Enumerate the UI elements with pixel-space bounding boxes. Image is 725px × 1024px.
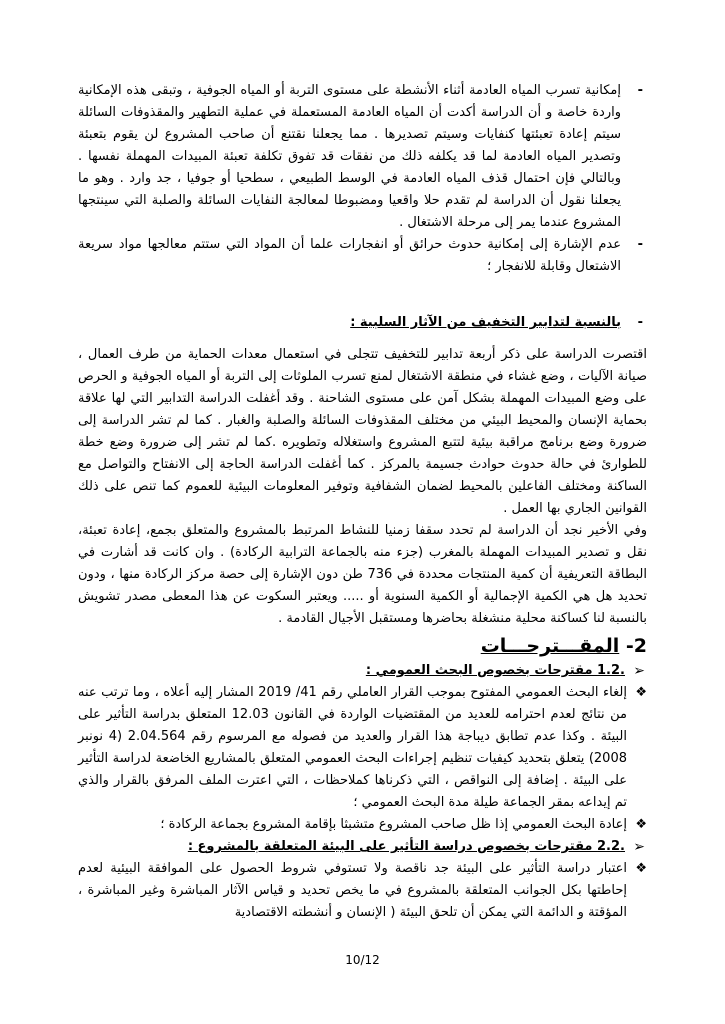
diamond-bullet-icon: ❖ (635, 861, 647, 876)
proposal-text: إلغاء البحث العمومي المفتوح بموجب القرار العاملي رقم 41/ 2019 المشار إليه أعلاه ، وما ترتب عنه من نتائج لعدم احترامه للعديد من المقتضيات الواردة في القانون 12.03 المتعلق بدراسة التأثير على البيئة . وكذا عدم تطابق ديباجة هذا القرار والعديد من فصوله مع المرسوم رقم 2.04.564 (4 نونبر 2008) يتعلق بتحديد كيفيات تنظيم إجراءات البحث العمومي المتعلق بالمشاريع الخاضعة لدراسة التأثير على البيئة . إضافة إلى النواقص ، التي ذكرناها كملاحظات ، التي اعترت الملف المرفق بالقرار والذي تم إيداعه بمقر الجماعة طيلة مدة البحث العمومي ؛ (78, 685, 627, 810)
arrow-bullet-icon: ➢ (633, 663, 645, 679)
bullet-text: عدم الإشارة إلى إمكانية حدوث حرائق أو انفجارات علما أن المواد التي ستتم معالجها مواد سريعة الاشتعال وقابلة للانفجار ؛ (78, 237, 621, 274)
bullet-fire-risk (78, 234, 647, 278)
mitigation-closing: وفي الأخير نجد أن الدراسة لم تحدد سقفا زمنيا للنشاط المرتبط بالمشروع والمتعلق بجمع، إعادة تعبئة، نقل و تصدير المبيدات المهملة بالمغرب (جزء منه بالجماعة الترابية الركادة) . وان كانت قد أشارت في البطاقة التعريفية أن كمية المنتجات محددة في 736 طن دون الإشارة إلى حصة مركز الركادة منها ، ودون تحديد هل هي الكمية الإجمالية أو الكمية السنوية أو ..... ويعتبر السكوت عن هذا المعطى مصدر تشويش بالنسبة لنا كساكنة محلية منشغلة بحاضرها ومستقبل الأجيال القادمة . (78, 523, 647, 626)
subsection-heading-text: .1.2 مقترحات بخصوص البحث العمومي : (365, 663, 625, 678)
proposal-redo-inquiry (78, 814, 647, 836)
proposal-cancel-inquiry (78, 682, 647, 814)
bullet-dash: - (637, 83, 643, 98)
section-number: 2- (625, 635, 647, 657)
proposal-text: إعادة البحث العمومي إذا ظل صاحب المشروع متشبثا بإقامة المشروع بجماعة الركادة ؛ (160, 817, 627, 832)
bullet-wastewater-leak (78, 80, 647, 234)
diamond-bullet-icon: ❖ (635, 685, 647, 700)
subsection-heading-text: .2.2 مقترحات بخصوص دراسة التأثير على البيئة المتعلقة بالمشروع : (187, 839, 625, 854)
mitigation-body: اقتصرت الدراسة على ذكر أربعة تدابير للتخفيف تتجلى في استعمال معدات الحماية من طرف العمال ، صيانة الآليات ، وضع غشاء في منطقة الاشتغال لمنع تسرب الملوثات إلى التربة أو المياه الجوفية و الحرص على وضع المبيدات المهملة بشكل آمن على مستوى الشاحنة . وقد أغفلت الدراسة التدابير التي لها علاقة بحماية الإنسان والمحيط البيئي من مختلف المقذوفات السائلة والصلبة والغبار . كما لم تشر الدراسة إلى ضرورة وضع برنامج مراقبة بيئية لتتبع المشروع واستغلاله وتطويره .كما لم تشر إلى ضرورة وضع خطة للطوارئ في حالة حدوث حوادث جسيمة بالمركز . كما أغفلت الدراسة الحاجة إلى الانفتاح والتواصل مع الساكنة ومختلف الفاعلين بالمحيط لضمان الشفافية وتوفير المعلومات البيئية للعموم كما تنص على ذلك القوانين الجاري بها العمل . (78, 347, 647, 516)
mitigation-heading-text: بالنسبة لتدابير التخفيف من الآثار السلبية : (350, 315, 621, 330)
section-title-text: المقـــترحـــات (480, 635, 620, 657)
bullet-text: إمكانية تسرب المياه العادمة أثناء الأنشطة على مستوى التربة أو المياه الجوفية ، وتبقى هذه الإمكانية واردة خاصة و أن الدراسة أكدت أن المياه العادمة المستعملة في عملية التطهير والمقذوفات السائلة سيتم إعادة تعبئتها كنفايات وسيتم تصديرها . مما يجعلنا نقتنع أن صاحب المشروع لن يقوم بتعبئة وتصدير المياه العادمة لما قد يكلفه ذلك من نفقات قد تفوق تكلفة تعبئة المبيدات المهملة نفسها . وبالتالي فإن احتمال قذف المياه العادمة في الوسط الطبيعي ، سطحيا أو جوفيا ، جد وارد . وهو ما يجعلنا نقول أن الدراسة لم تقدم حلا واقعيا ومضبوطا لمعالجة النفايات السائلة والصلبة التي سينتجها المشروع عندما يمر إلى مرحلة الاشتغال . (78, 83, 621, 230)
bullet-dash: - (637, 315, 643, 330)
arrow-bullet-icon: ➢ (633, 839, 645, 855)
section-2-title (78, 632, 647, 660)
proposal-text: اعتبار دراسة التأثير على البيئة جد ناقصة ولا تستوفي شروط الحصول على الموافقة البيئية لعدم إحاطتها بكل الجوانب المتعلقة بالمشروع في ما يخص تحديد و قياس الآثار المباشرة وغير المباشرة ، المؤقتة و الدائمة التي يمكن أن تلحق البيئة ( الإنسان و أنشطته الاقتصادية (78, 861, 627, 920)
bullet-dash: - (637, 237, 643, 252)
subsection-2-2-heading (78, 836, 647, 858)
page-number: 10/12 (345, 953, 380, 967)
subsection-2-1-heading (78, 660, 647, 682)
proposal-study-incomplete (78, 858, 647, 924)
diamond-bullet-icon: ❖ (635, 817, 647, 832)
mitigation-heading (78, 312, 647, 334)
